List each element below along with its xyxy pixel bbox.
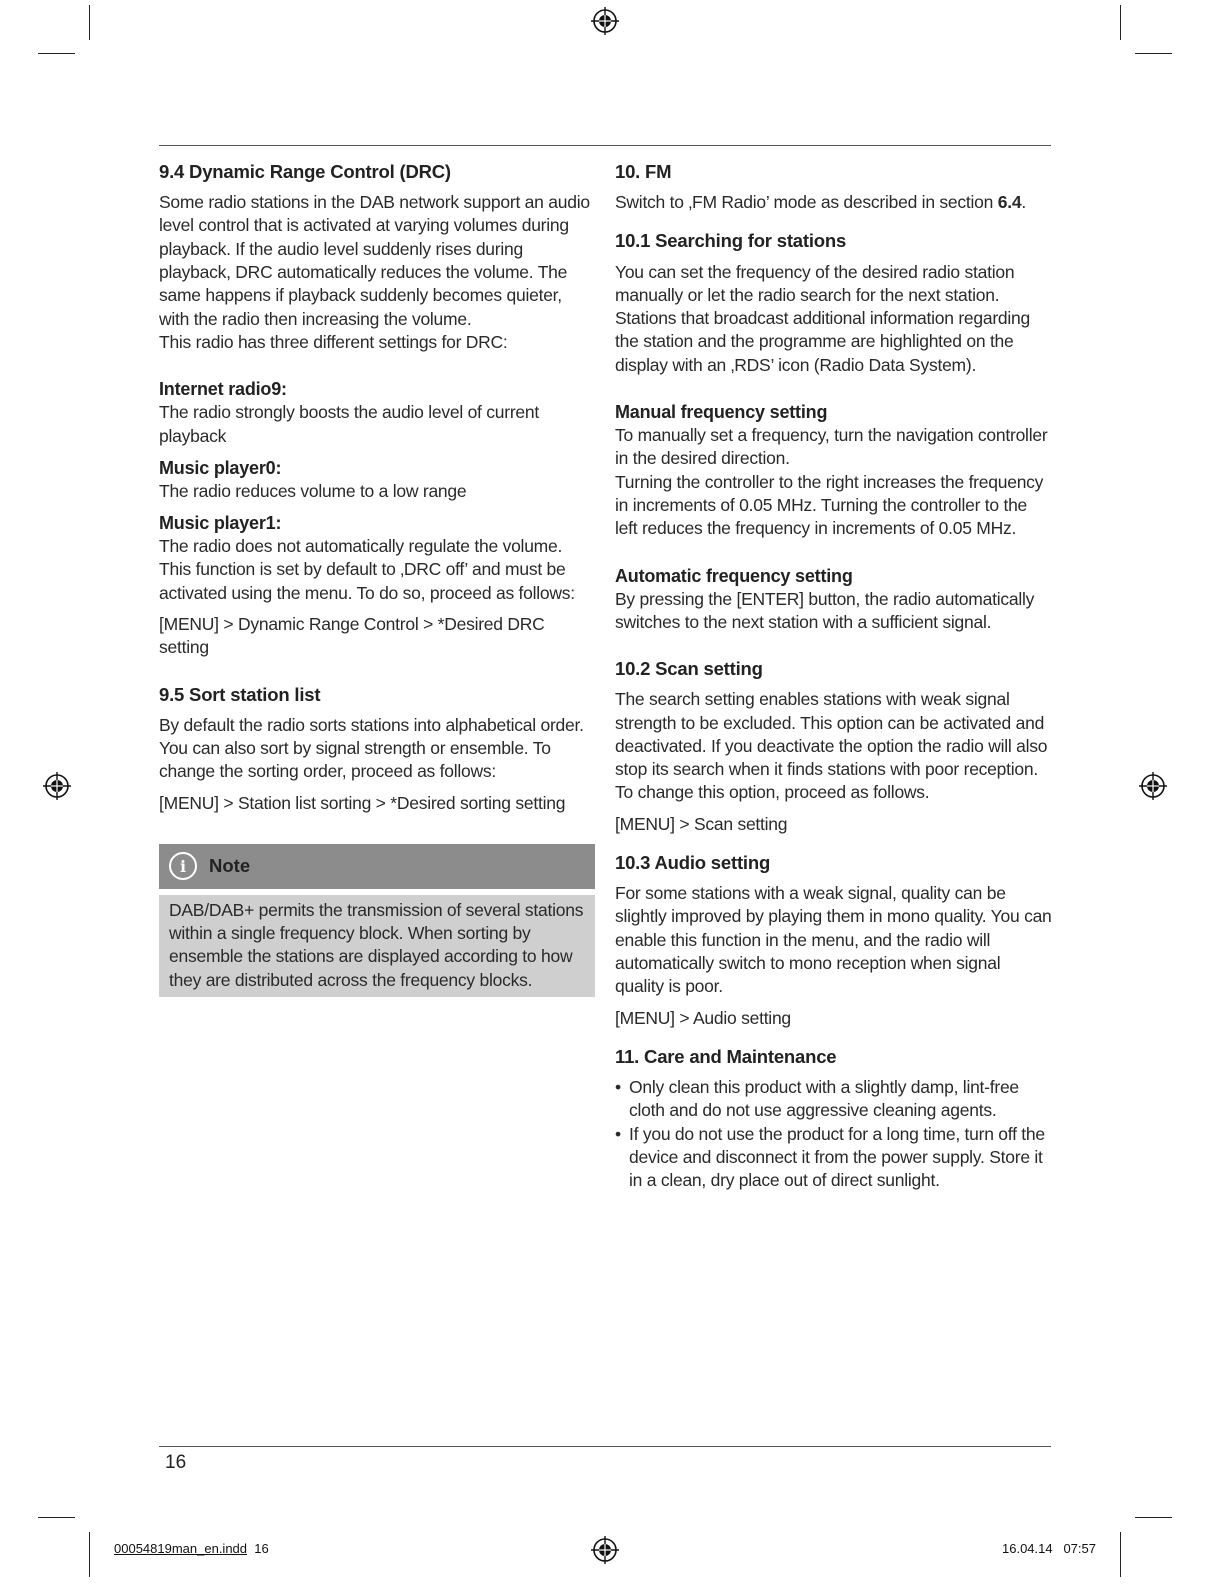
bullet: • — [615, 1077, 621, 1098]
left-column — [159, 160, 595, 997]
paragraph: For some stations with a weak signal, quality can be slightly improved by playing them in mono quality. You can enable this function in the menu, and the radio will automatically switch to mono reception when signal quality is poor. — [615, 883, 1052, 997]
section-9-4 — [159, 160, 595, 660]
registration-mark-icon — [42, 771, 72, 801]
list-item-text: Only clean this product with a slightly damp, lint-free cloth and do not use aggressive cleaning agents. — [629, 1077, 1019, 1121]
note-header — [159, 844, 595, 889]
option-text: The radio reduces volume to a low range — [159, 480, 467, 501]
right-column — [615, 160, 1052, 1193]
option-text: The radio strongly boosts the audio level of current playback — [159, 402, 539, 446]
crop-mark — [1120, 5, 1121, 40]
option-text: The radio does not automatically regulate the volume. This function is set by default to ‚DRC off’ and must be activated using the menu. To do so, proceed as follows: — [159, 536, 575, 603]
option-label: Music player1: — [159, 513, 282, 534]
list-item — [615, 1076, 1052, 1123]
note-title: Note — [209, 855, 251, 877]
paragraph: You can set the frequency of the desired radio station manually or let the radio search for the next station. Stations that broadcast additional information regarding the station and the programme are highlighted on the display with an ‚RDS’ icon (Radio Data System). — [615, 261, 1031, 375]
menu-path: [MENU] > Station list sorting > *Desired sorting setting — [159, 792, 566, 813]
section-9-5 — [159, 683, 595, 815]
subheading: Automatic frequency setting — [615, 565, 853, 586]
subheading: Manual frequency setting — [615, 402, 828, 423]
crop-mark — [89, 1532, 90, 1577]
list-item — [615, 1123, 1052, 1193]
section-10-2 — [615, 657, 1052, 836]
file-name: 00054819man_en.indd — [114, 1541, 248, 1556]
registration-mark-icon — [590, 1535, 620, 1565]
text-span: Switch to ‚FM Radio’ mode as described in section — [615, 192, 998, 213]
section-reference: 6.4 — [997, 192, 1022, 213]
paragraph: This radio has three different settings for DRC: — [159, 331, 508, 352]
time: 07:57 — [1063, 1541, 1096, 1556]
section-11 — [615, 1045, 1052, 1193]
footer-rule — [159, 1446, 1051, 1447]
page-number: 16 — [165, 1452, 187, 1473]
text-span: . — [1021, 192, 1026, 213]
section-title: 9.5 Sort station list — [159, 683, 321, 705]
registration-mark-icon — [590, 6, 620, 36]
info-icon: i — [169, 852, 197, 880]
slug-date — [1002, 1541, 1096, 1556]
option-label: Internet radio9: — [159, 379, 287, 400]
option-label: Music player0: — [159, 457, 282, 478]
paragraph: Some radio stations in the DAB network support an audio level control that is activated at varying volumes during playback. If the audio level suddenly rises during playback, DRC automatically reduces the volume. The same happens if playback suddenly becomes quieter, with the radio then increasing the volume. — [159, 192, 590, 329]
registration-mark-icon — [1138, 771, 1168, 801]
section-10-3 — [615, 851, 1052, 1030]
list-item-text: If you do not use the product for a long time, turn off the device and disconnect it from the power supply. Store it in a clean, dry place out of direct sunlight. — [629, 1123, 1045, 1191]
section-title: 11. Care and Maintenance — [615, 1045, 837, 1067]
crop-mark — [89, 5, 90, 40]
crop-mark — [1135, 53, 1172, 54]
section-10 — [615, 160, 1052, 214]
crop-mark — [38, 53, 75, 54]
menu-path: [MENU] > Scan setting — [615, 813, 788, 834]
bullet: • — [615, 1123, 621, 1144]
crop-mark — [38, 1517, 75, 1518]
crop-mark — [1120, 1532, 1121, 1577]
file-page: 16 — [254, 1541, 269, 1556]
paragraph: To manually set a frequency, turn the navigation controller in the desired direction. — [615, 425, 1048, 469]
paragraph: The search setting enables stations with weak signal strength to be excluded. This option can be activated and deactivated. If you deactivate the option the radio will also stop its search when it finds stations with poor reception. To change this option, proceed as follows. — [615, 689, 1048, 803]
note-body: DAB/DAB+ permits the transmission of several stations within a single frequency block. When sorting by ensemble the stations are displayed according to how they are distributed across the frequency blocks. — [159, 895, 595, 997]
crop-mark — [1135, 1517, 1172, 1518]
slug-file — [114, 1541, 269, 1556]
paragraph: By default the radio sorts stations into alphabetical order. You can also sort by signal strength or ensemble. To change the sorting order, proceed as follows: — [159, 714, 584, 782]
section-title: 9.4 Dynamic Range Control (DRC) — [159, 161, 451, 182]
section-title: 10.2 Scan setting — [615, 658, 763, 680]
note-box — [159, 844, 595, 997]
section-title: 10. FM — [615, 161, 672, 182]
menu-path: [MENU] > Dynamic Range Control > *Desired DRC setting — [159, 613, 545, 658]
paragraph — [615, 191, 1052, 214]
section-title: 10.1 Searching for stations — [615, 230, 847, 252]
date: 16.04.14 — [1002, 1541, 1053, 1556]
paragraph: Turning the controller to the right increases the frequency in increments of 0.05 MHz. Turning the controller to the left reduces the frequency in increments of 0.05 MHz. — [615, 471, 1044, 539]
section-title: 10.3 Audio setting — [615, 852, 771, 874]
header-rule — [159, 145, 1051, 146]
menu-path: [MENU] > Audio setting — [615, 1007, 791, 1028]
section-10-1 — [615, 229, 1052, 634]
paragraph: By pressing the [ENTER] button, the radio automatically switches to the next station with a sufficient signal. — [615, 588, 1035, 632]
